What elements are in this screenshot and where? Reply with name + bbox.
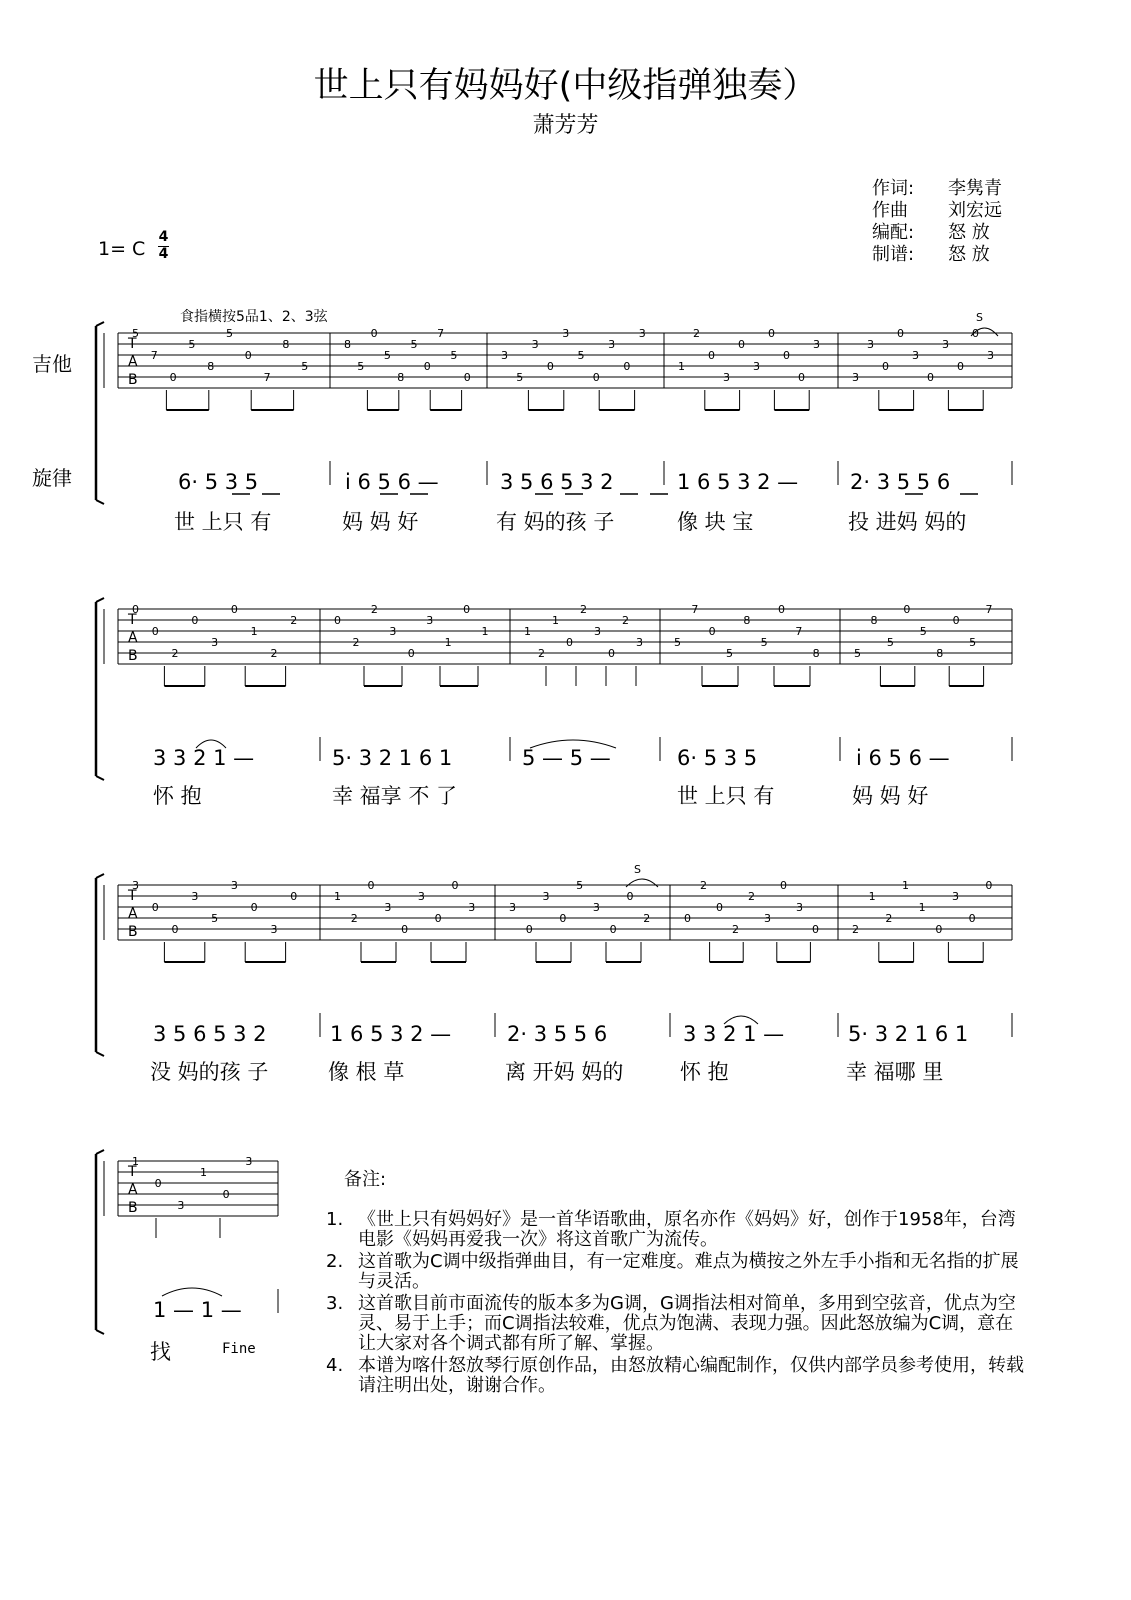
jianpu-s3-m4: 3 3 2 1 —: [683, 1022, 785, 1046]
tab-fret-number: 2: [270, 647, 278, 660]
tab-fret-number: 0: [780, 879, 787, 892]
tab-fret-number: 0: [608, 647, 615, 660]
tab-fret-number: 1: [250, 625, 258, 638]
tab-fret-number: 5: [226, 327, 233, 340]
tab-fret-number: 0: [716, 901, 723, 914]
tab-fret-number: 5: [886, 636, 894, 649]
tab-fret-number: 5: [188, 338, 196, 351]
tab-clef-letter: A: [128, 1182, 138, 1198]
note-item: 1. 《世上只有妈妈好》是一首华语歌曲，原名亦作《妈妈》好，创作于1958年，台湾电影《妈妈再爱我一次》将这首歌广为流传。: [326, 1209, 1016, 1250]
tab-fret-number: 0: [401, 923, 409, 936]
tab-fret-number: 0: [169, 371, 177, 384]
song-artist: 萧芳芳: [532, 113, 599, 138]
tab-fret-number: 3: [211, 636, 219, 649]
tab-fret-number: 0: [897, 327, 904, 340]
jianpu-s1-m1: 6· 5 3 5: [178, 470, 259, 494]
tab-fret-number: 1: [868, 890, 876, 903]
tab-fret-number: 3: [796, 901, 803, 914]
tab-clef-letter: T: [128, 612, 137, 628]
tab-fret-number: 0: [154, 1177, 162, 1190]
fine-mark: Fine: [222, 1341, 256, 1357]
tab-fret-number: 5: [516, 371, 524, 384]
notes-title: 备注:: [344, 1169, 387, 1190]
tab-fret-number: 7: [150, 349, 158, 362]
staff-line: [96, 598, 104, 602]
jianpu-s1-m3: 3 5 6 5 3 2: [500, 470, 614, 494]
tab-fret-number: 5: [450, 349, 458, 362]
tab-fret-number: 1: [678, 360, 685, 373]
lyrics-s2-m4: 世 上只 有: [677, 784, 775, 808]
jianpu-s3-m3: 2· 3 5 5 6: [507, 1022, 608, 1046]
tab-fret-number: 0: [684, 912, 691, 925]
tab-fret-number: 3: [384, 901, 392, 914]
jianpu-s2-m3: 5 — 5 —: [522, 746, 611, 770]
staff-line: [96, 500, 104, 504]
tab-fret-number: 2: [622, 614, 629, 627]
tab-fret-number: 0: [559, 912, 567, 925]
lyrics-s3-m1: 没 妈的孩 子: [150, 1060, 269, 1084]
tab-fret-number: 0: [985, 879, 993, 892]
technique-mark: S: [976, 311, 983, 324]
tab-fret-number: 3: [417, 890, 425, 903]
tab-fret-number: 2: [350, 912, 358, 925]
tab-fret-number: 7: [437, 327, 445, 340]
tab-fret-number: 2: [370, 603, 378, 616]
tab-fret-number: 7: [985, 603, 993, 616]
tab-fret-number: 0: [334, 614, 341, 627]
tab-hint: 食指横按5品1、2、3弦: [180, 309, 328, 325]
tab-fret-number: 8: [282, 338, 290, 351]
lyrics-s3-m4: 怀 抱: [680, 1060, 729, 1084]
tab-fret-number: 0: [230, 603, 238, 616]
tab-fret-number: 1: [200, 1166, 207, 1179]
tab-fret-number: 5: [211, 912, 219, 925]
tab-fret-number: 0: [151, 625, 159, 638]
tab-fret-number: 3: [562, 327, 570, 340]
tab-fret-number: 5: [132, 327, 139, 340]
tab-fret-number: 3: [426, 614, 434, 627]
jianpu-s3-m5: 5· 3 2 1 6 1: [848, 1022, 969, 1046]
jianpu-s1-m4: 1 6 5 3 2 —: [677, 470, 799, 494]
tab-fret-number: 0: [546, 360, 554, 373]
lyrics-s4-m1: 找: [150, 1340, 171, 1364]
credit-lyricist: 作词: 李隽青: [872, 178, 1002, 199]
tab-fret-number: 0: [434, 912, 442, 925]
tab-fret-number: 3: [542, 890, 550, 903]
tab-fret-number: 1: [552, 614, 559, 627]
tab-fret-number: 0: [952, 614, 960, 627]
tab-fret-number: 3: [509, 901, 516, 914]
tab-fret-number: 8: [207, 360, 215, 373]
tab-fret-number: 8: [743, 614, 751, 627]
tab-fret-number: 3: [245, 1155, 253, 1168]
jianpu-s2-m4: 6· 5 3 5: [677, 746, 758, 770]
staff-line: [96, 776, 104, 780]
tab-clef-letter: T: [128, 1164, 137, 1180]
tab-fret-number: 8: [397, 371, 405, 384]
tab-fret-number: 1: [524, 625, 531, 638]
tab-fret-number: 0: [290, 890, 298, 903]
tab-fret-number: 2: [580, 603, 587, 616]
tab-clef-letter: B: [128, 372, 138, 388]
tab-fret-number: 5: [576, 879, 584, 892]
tab-fret-number: 0: [903, 603, 911, 616]
tab-clef-letter: B: [128, 1200, 138, 1216]
tab-fret-number: 5: [919, 625, 927, 638]
credit-arranger: 编配: 怒 放: [872, 222, 990, 243]
tab-fret-number: 0: [407, 647, 415, 660]
technique-mark: S: [634, 863, 641, 876]
tab-fret-number: 7: [691, 603, 699, 616]
jianpu-s3-m1: 3 5 6 5 3 2: [153, 1022, 267, 1046]
staff-line: [96, 874, 104, 878]
tab-fret-number: 0: [566, 636, 573, 649]
tab-fret-number: 3: [270, 923, 278, 936]
tab-fret-number: 5: [301, 360, 309, 373]
tab-fret-number: 0: [151, 901, 159, 914]
tab-fret-number: 0: [927, 371, 934, 384]
tab-fret-number: 0: [972, 327, 979, 340]
tab-fret-number: 0: [882, 360, 889, 373]
lyrics-s1-m5: 投 进妈 妈的: [848, 510, 967, 534]
tab-fret-number: 8: [936, 647, 944, 660]
note-item: 2. 这首歌为C调中级指弹曲目，有一定难度。难点为横按之外左手小指和无名指的扩展与灵活。: [326, 1251, 1019, 1292]
lyrics-s1-m3: 有 妈的孩 子: [496, 510, 615, 534]
staff-line: [96, 322, 104, 326]
lyrics-s2-m5: 妈 妈 好: [852, 784, 929, 808]
tab-fret-number: 3: [987, 349, 994, 362]
tab-fret-number: 3: [942, 338, 949, 351]
tab-fret-number: 1: [902, 879, 909, 892]
tab-fret-number: 0: [244, 349, 252, 362]
tab-fret-number: 3: [191, 890, 199, 903]
tab-fret-number: 0: [968, 912, 976, 925]
tab-fret-number: 5: [357, 360, 365, 373]
tab-fret-number: 3: [177, 1199, 185, 1212]
jianpu-s4-m1: 1 — 1 —: [153, 1298, 242, 1322]
tab-fret-number: 2: [538, 647, 545, 660]
tab-fret-number: 3: [813, 338, 820, 351]
tab-fret-number: 5: [410, 338, 418, 351]
tab-fret-number: 2: [643, 912, 651, 925]
tab-fret-number: 0: [592, 371, 600, 384]
tab-fret-number: 0: [798, 371, 805, 384]
lyrics-s2-m1: 怀 抱: [153, 784, 202, 808]
jianpu-s1-m2: i 6 5 6 —: [345, 470, 439, 494]
tab-fret-number: 0: [451, 879, 459, 892]
note-item: 4. 本谱为喀什怒放琴行原创作品，由怒放精心编配制作，仅供内部学员参考使用，转载请注明出处，谢谢合作。: [326, 1355, 1024, 1396]
tab-fret-number: 2: [732, 923, 739, 936]
tab-fret-number: 2: [852, 923, 859, 936]
tab-fret-number: 0: [250, 901, 258, 914]
tab-fret-number: 0: [609, 923, 617, 936]
tab-fret-number: 3: [132, 879, 139, 892]
tie-arc: [162, 1288, 222, 1296]
tab-clef-letter: T: [128, 888, 137, 904]
tab-fret-number: 3: [952, 890, 959, 903]
credit-transcriber: 制谱: 怒 放: [872, 244, 990, 265]
tab-fret-number: 3: [638, 327, 646, 340]
tab-fret-number: 3: [389, 625, 397, 638]
tab-fret-number: 5: [760, 636, 768, 649]
tab-fret-number: 0: [623, 360, 631, 373]
tab-fret-number: 5: [726, 647, 733, 660]
tab-fret-number: 2: [290, 614, 298, 627]
tab-fret-number: 1: [132, 1155, 139, 1168]
tab-fret-number: 3: [230, 879, 238, 892]
tab-clef-letter: T: [128, 336, 137, 352]
tab-fret-number: 0: [132, 603, 139, 616]
tab-fret-number: 3: [867, 338, 874, 351]
tab-fret-number: 5: [577, 349, 585, 362]
tab-fret-number: 2: [352, 636, 360, 649]
tab-fret-number: 1: [444, 636, 452, 649]
melody-label: 旋律: [32, 466, 72, 490]
tab-fret-number: 0: [191, 614, 199, 627]
tab-fret-number: 0: [768, 327, 775, 340]
tab-fret-number: 0: [708, 625, 716, 638]
tab-fret-number: 1: [334, 890, 341, 903]
notes-list: [326, 1210, 1026, 1396]
tab-fret-number: 2: [700, 879, 707, 892]
tab-fret-number: 3: [764, 912, 771, 925]
tab-fret-number: 3: [636, 636, 643, 649]
tab-fret-number: 2: [693, 327, 700, 340]
tab-fret-number: 1: [481, 625, 489, 638]
lyrics-s3-m3: 离 开妈 妈的: [505, 1060, 624, 1084]
jianpu-s1-m5: 2· 3 5 5 6: [850, 470, 951, 494]
tab-fret-number: 0: [370, 327, 378, 340]
staff-line: [96, 1330, 104, 1334]
jianpu-s2-m2: 5· 3 2 1 6 1: [332, 746, 453, 770]
tab-fret-number: 0: [812, 923, 819, 936]
note-item: 3. 这首歌目前市面流传的版本多为G调，G调指法相对简单，多用到空弦音，优点为空灵、易于上手；而C调指法较难，优点为饱满、表现力强。因此怒放编为C调，意在让大家对各个调式都有所了解、掌握。: [326, 1293, 1016, 1354]
tab-fret-number: 1: [918, 901, 926, 914]
tab-fret-number: 0: [957, 360, 964, 373]
tab-fret-number: 3: [852, 371, 859, 384]
tab-fret-number: 3: [592, 901, 600, 914]
jianpu-s3-m2: 1 6 5 3 2 —: [330, 1022, 452, 1046]
tab-fret-number: 2: [885, 912, 893, 925]
tab-fret-number: 5: [854, 647, 861, 660]
tab-fret-number: 3: [594, 625, 601, 638]
tab-fret-number: 5: [383, 349, 391, 362]
tab-fret-number: 0: [778, 603, 785, 616]
tab-fret-number: 3: [608, 338, 616, 351]
key-signature: 1= C: [98, 238, 146, 260]
tab-fret-number: 3: [723, 371, 730, 384]
song-title: 世上只有妈妈好(中级指弹独奏）: [313, 66, 818, 106]
tab-fret-number: 8: [344, 338, 351, 351]
tab-fret-number: 3: [753, 360, 760, 373]
tab-fret-number: 5: [674, 636, 681, 649]
tab-fret-number: 2: [171, 647, 179, 660]
lyrics-s1-m1: 世 上只 有: [174, 510, 272, 534]
lyrics-s1-m4: 像 块 宝: [677, 510, 754, 534]
tab-fret-number: 8: [812, 647, 820, 660]
tab-fret-number: 3: [531, 338, 539, 351]
guitar-label: 吉他: [32, 352, 72, 376]
tab-fret-number: 0: [463, 603, 471, 616]
tab-clef-letter: B: [128, 924, 138, 940]
tab-fret-number: 3: [468, 901, 476, 914]
lyrics-s3-m5: 幸 福哪 里: [846, 1060, 944, 1084]
tab-fret-number: 0: [626, 890, 634, 903]
tab-clef-letter: A: [128, 906, 138, 922]
tab-fret-number: 0: [171, 923, 179, 936]
tab-fret-number: 0: [783, 349, 790, 362]
tab-fret-number: 0: [222, 1188, 230, 1201]
tab-fret-number: 0: [463, 371, 471, 384]
tab-fret-number: 3: [501, 349, 508, 362]
lyrics-s2-m2: 幸 福享 不 了: [332, 784, 458, 808]
tab-clef-letter: A: [128, 354, 138, 370]
tab-fret-number: 0: [367, 879, 375, 892]
tab-fret-number: 0: [935, 923, 943, 936]
tab-fret-number: 0: [423, 360, 431, 373]
tab-fret-number: 7: [795, 625, 803, 638]
tab-fret-number: 0: [708, 349, 715, 362]
tab-fret-number: 5: [969, 636, 977, 649]
tab-clef-letter: A: [128, 630, 138, 646]
tie-arc: [626, 879, 658, 887]
lyrics-s1-m2: 妈 妈 好: [342, 510, 419, 534]
staff-line: [96, 1150, 104, 1154]
jianpu-s2-m5: i 6 5 6 —: [856, 746, 950, 770]
staff-line: [96, 1052, 104, 1056]
lyrics-s3-m2: 像 根 草: [328, 1060, 405, 1084]
tab-fret-number: 8: [870, 614, 878, 627]
tab-fret-number: 7: [263, 371, 271, 384]
tab-fret-number: 0: [525, 923, 533, 936]
credit-composer: 作曲 刘宏远: [872, 200, 1002, 221]
tab-fret-number: 3: [912, 349, 919, 362]
jianpu-s2-m1: 3 3 2 1 —: [153, 746, 255, 770]
tab-fret-number: 0: [738, 338, 745, 351]
time-signature: 4 4: [158, 229, 169, 262]
tab-clef-letter: B: [128, 648, 138, 664]
tab-fret-number: 2: [748, 890, 755, 903]
